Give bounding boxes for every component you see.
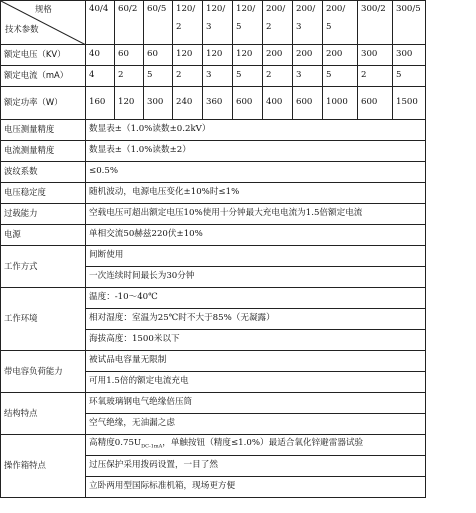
value-cell: 5 <box>144 66 173 87</box>
operation-box-row <box>1 435 426 456</box>
power-supply-row <box>1 225 426 246</box>
param-value: 随机波动，电源电压变化±10%时≤1% <box>86 183 426 204</box>
row-label: 过载能力 <box>1 204 86 225</box>
value-cell: 2 <box>173 66 203 87</box>
param-value: 被试品电容量无限制 <box>86 351 426 372</box>
ripple-row <box>1 162 426 183</box>
value-cell: 300 <box>393 45 426 66</box>
value-cell: 400 <box>263 87 293 120</box>
rated-power-row <box>1 87 426 120</box>
value-cell: 5 <box>393 66 426 87</box>
value-cell: 300 <box>358 45 393 66</box>
param-value: 空载电压可超出额定电压10%使用十分钟最大充电电流为1.5倍额定电流 <box>86 204 426 225</box>
value-cell: 600 <box>293 87 323 120</box>
parameter-axis-label: 技术参数 <box>5 24 39 34</box>
model-cell: 120/ 2 <box>173 1 203 45</box>
param-value: 海拔高度：1500米以下 <box>86 330 426 351</box>
model-cell: 40/4 <box>86 1 115 45</box>
value-cell: 3 <box>203 66 233 87</box>
model-cell: 200/ 2 <box>263 1 293 45</box>
value-cell: 5 <box>323 66 358 87</box>
value-cell: 120 <box>203 45 233 66</box>
param-value: 立卧两用型国际标准机箱，现场更方便 <box>86 477 426 498</box>
row-label: 电压稳定度 <box>1 183 86 204</box>
model-cell: 200/ 3 <box>293 1 323 45</box>
model-cell: 300/5 <box>393 1 426 45</box>
value-cell: 2 <box>115 66 144 87</box>
param-value: 可用1.5倍的额定电流充电 <box>86 372 426 393</box>
operation-note-subscript: DC-1mA <box>141 443 163 450</box>
model-header-row <box>1 1 426 45</box>
row-label: 额定电压（KV） <box>1 45 86 66</box>
value-cell: 1000 <box>323 87 358 120</box>
diagonal-header-cell <box>1 1 86 45</box>
operation-note-lead: 高精度0.75U <box>89 438 142 449</box>
value-cell: 2 <box>358 66 393 87</box>
environment-row <box>1 288 426 309</box>
model-cell: 300/2 <box>358 1 393 45</box>
value-cell: 5 <box>233 66 263 87</box>
param-value: 过压保护采用拨码设置，一目了然 <box>86 456 426 477</box>
row-label: 电压测量精度 <box>1 120 86 141</box>
row-label: 工作环境 <box>1 288 86 351</box>
row-label: 电源 <box>1 225 86 246</box>
rated-current-row <box>1 66 426 87</box>
row-label: 波纹系数 <box>1 162 86 183</box>
row-label: 操作箱特点 <box>1 435 86 498</box>
param-value <box>86 435 426 456</box>
voltage-accuracy-row <box>1 120 426 141</box>
structure-row <box>1 393 426 414</box>
overload-row <box>1 204 426 225</box>
value-cell: 60 <box>144 45 173 66</box>
model-cell: 60/5 <box>144 1 173 45</box>
model-cell: 200/ 5 <box>323 1 358 45</box>
row-label: 额定功率（W） <box>1 87 86 120</box>
model-cell: 60/2 <box>115 1 144 45</box>
value-cell: 3 <box>293 66 323 87</box>
row-label: 工作方式 <box>1 246 86 288</box>
spec-axis-label: 规格 <box>35 4 52 14</box>
value-cell: 600 <box>358 87 393 120</box>
row-label: 电流测量精度 <box>1 141 86 162</box>
param-value: 单相交流50赫兹220伏±10% <box>86 225 426 246</box>
value-cell: 300 <box>144 87 173 120</box>
param-value: 环氧玻璃钢电气绝缘倍压筒 <box>86 393 426 414</box>
row-label: 结构特点 <box>1 393 86 435</box>
value-cell: 40 <box>86 45 115 66</box>
row-label: 额定电流（mA） <box>1 66 86 87</box>
value-cell: 200 <box>323 45 358 66</box>
value-cell: 160 <box>86 87 115 120</box>
value-cell: 200 <box>263 45 293 66</box>
voltage-stability-row <box>1 183 426 204</box>
param-value: 空气绝缘，无油漏之虑 <box>86 414 426 435</box>
value-cell: 240 <box>173 87 203 120</box>
value-cell: 1500 <box>393 87 426 120</box>
value-cell: 600 <box>233 87 263 120</box>
model-cell: 120/ 3 <box>203 1 233 45</box>
value-cell: 4 <box>86 66 115 87</box>
work-mode-row <box>1 246 426 267</box>
param-value: ≤0.5% <box>86 162 426 183</box>
value-cell: 200 <box>293 45 323 66</box>
value-cell: 2 <box>263 66 293 87</box>
capacitive-load-row <box>1 351 426 372</box>
value-cell: 360 <box>203 87 233 120</box>
param-value: 间断使用 <box>86 246 426 267</box>
param-value: 数显表±（1.0%读数±2） <box>86 141 426 162</box>
operation-note-rest: ，单触按钮（精度≤1.0%）最适合氧化锌避雷器试验 <box>162 438 364 449</box>
value-cell: 120 <box>173 45 203 66</box>
param-value: 数显表±（1.0%读数±0.2kV） <box>86 120 426 141</box>
row-label: 带电容负荷能力 <box>1 351 86 393</box>
current-accuracy-row <box>1 141 426 162</box>
value-cell: 120 <box>233 45 263 66</box>
param-value: 一次连续时间最长为30分钟 <box>86 267 426 288</box>
param-value: 相对湿度：室温为25℃时不大于85%（无凝露） <box>86 309 426 330</box>
model-cell: 120/ 5 <box>233 1 263 45</box>
value-cell: 120 <box>115 87 144 120</box>
param-value: 温度：-10～40℃ <box>86 288 426 309</box>
rated-voltage-row <box>1 45 426 66</box>
value-cell: 60 <box>115 45 144 66</box>
